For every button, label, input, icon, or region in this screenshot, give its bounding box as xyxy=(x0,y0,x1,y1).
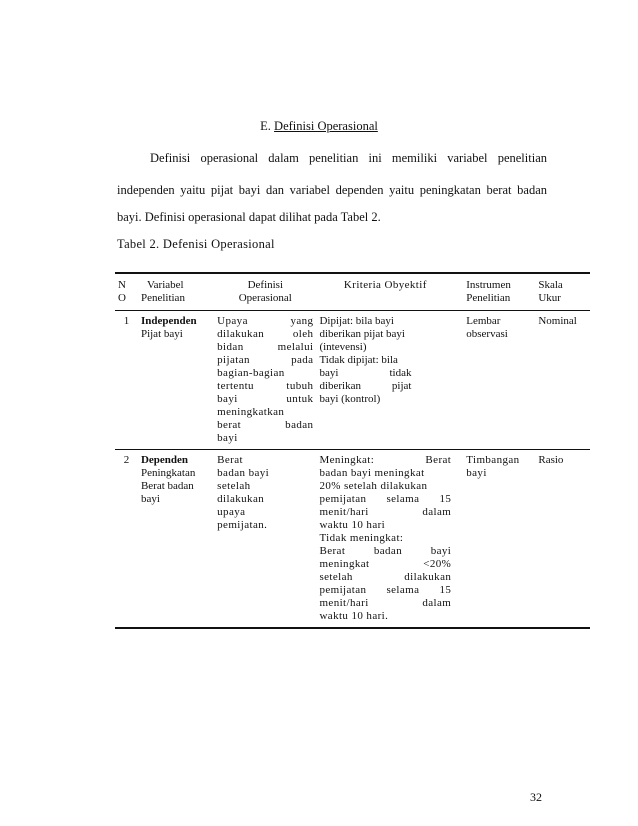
paragraph-line-2: independen yaitu pijat bayi dan variabel dependen yaitu peningkatan berat badan xyxy=(117,183,547,197)
row-skala: Rasio xyxy=(538,454,564,466)
header-skala: Skala Ukur xyxy=(528,273,590,311)
page-number: 32 xyxy=(530,790,542,804)
row-kriteria: Meningkat: Berat badan bayi meningkat 20% setelah dilakukan pemijatan selama 15 menit/hari dalam waktu 10 hari Tidak meningkat: Berat badan bayi meningkat <20% setelah dilakukan pemijatan selama 15 menit/hari dalam waktu 10 hari. xyxy=(319,454,452,622)
table-header-row xyxy=(115,273,590,311)
row-definisi: Berat badan bayi setelah dilakukan upaya pemijatan. xyxy=(217,454,270,531)
header-instrumen: Instrumen Penelitian xyxy=(454,273,528,311)
definition-table xyxy=(115,272,590,629)
row-kriteria: Dipijat: bila bayi diberikan pijat bayi (intevensi) Tidak dipijat: bila bayi tidak diberikan pijat bayi (kontrol) xyxy=(319,315,412,405)
row-skala: Nominal xyxy=(538,315,577,327)
table-row xyxy=(115,450,590,629)
row-instrumen: Timbangan bayi xyxy=(466,454,520,479)
row-no: 2 xyxy=(123,454,130,466)
header-variabel: Variabel Penelitian xyxy=(138,273,214,311)
row-variabel: Dependen Peningkatan Berat badan bayi xyxy=(140,454,196,505)
row-no: 1 xyxy=(123,315,130,327)
header-no: N O xyxy=(115,273,138,311)
section-heading xyxy=(0,119,638,134)
table-row xyxy=(115,311,590,450)
section-number: E. xyxy=(260,119,271,133)
row-variabel: Independen Pijat bayi xyxy=(140,315,197,340)
header-definisi: Definisi Operasional xyxy=(214,273,316,311)
paragraph-line-3: bayi. Definisi operasional dapat dilihat pada Tabel 2. xyxy=(117,210,381,224)
section-title: Definisi Operasional xyxy=(274,119,378,133)
header-kriteria: Kriteria Obyektif xyxy=(316,273,454,311)
row-instrumen: Lembar observasi xyxy=(466,315,508,340)
row-definisi: Upaya yang dilakukan oleh bidan melalui pijatan pada bagian-bagian tertentu tubuh bayi untuk meningkatkan berat badan bayi xyxy=(217,315,314,444)
table-caption: Tabel 2. Defenisi Operasional xyxy=(117,237,275,251)
paragraph-line-1: Definisi operasional dalam penelitian ini memiliki variabel penelitian xyxy=(150,151,547,165)
